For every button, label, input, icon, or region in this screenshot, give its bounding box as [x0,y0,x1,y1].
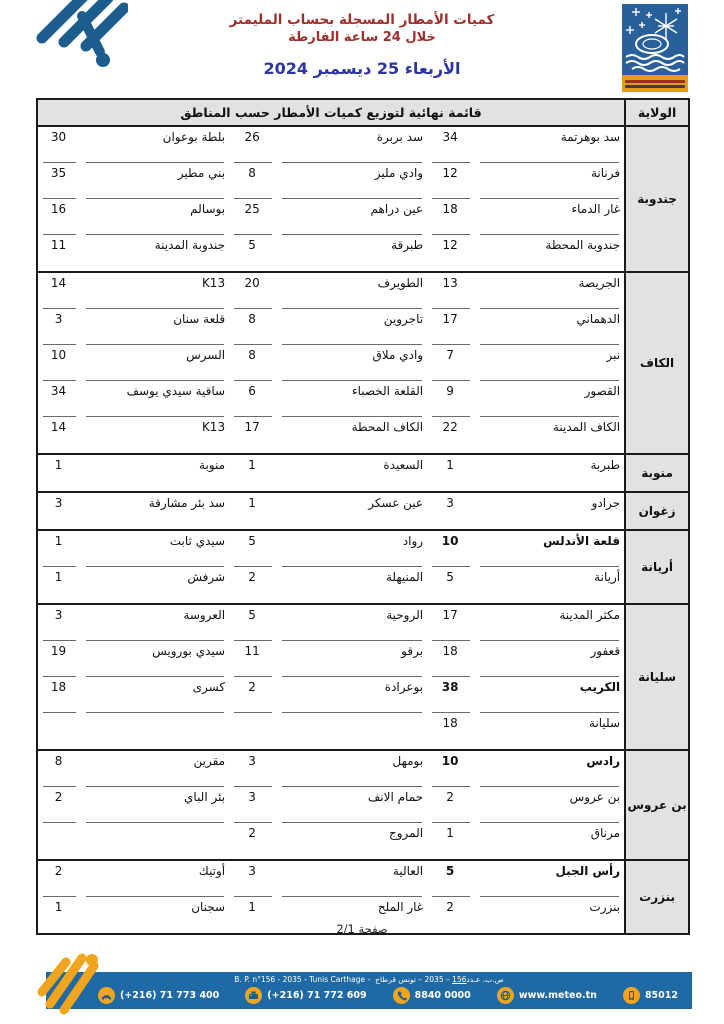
rain-value-cell: 18 [427,641,475,677]
table-row [37,567,689,604]
rain-value-cell: 1 [37,454,81,492]
table-row [37,417,689,454]
rain-value-cell: 1 [427,823,475,860]
rain-value-cell: 2 [427,787,475,823]
contact-label: 8840 0000 [414,990,471,1001]
rain-value-cell: 2 [37,787,81,823]
table-row [37,604,689,641]
station-name-cell: سيدي ثابت [81,530,229,567]
table-header-row [37,99,689,126]
table-row [37,126,689,163]
rain-value-cell: 6 [229,381,277,417]
rain-value-cell: 2 [427,897,475,934]
wilaya-cell: أريانة [625,530,689,604]
station-name-cell: القلعة الخصباء [277,381,427,417]
station-name-cell: العالية [277,860,427,897]
rain-value-cell: 3 [427,492,475,530]
wilaya-cell: منوبة [625,454,689,492]
table-row [37,641,689,677]
station-name-cell: K13 [81,272,229,309]
station-name-cell: نبر [475,345,625,381]
station-name-cell [81,823,229,860]
rain-value-cell: 10 [427,530,475,567]
rain-value-cell: 22 [427,417,475,454]
table-main-header: قائمة نهائية لتوزيع كميات الأمطار حسب المناطق [37,99,625,126]
table-row [37,163,689,199]
station-name-cell: برقو [277,641,427,677]
rain-value-cell: 30 [50,130,67,144]
station-name-cell: سد بوهرتمة [560,130,621,144]
station-name-cell: كسرى [81,677,229,713]
rain-value-cell: 2 [229,677,277,713]
waves-icon [626,55,684,71]
station-name-cell: بني مطير [81,163,229,199]
rain-value-cell: 3 [37,604,81,641]
rain-value-cell: 19 [37,641,81,677]
rain-value-cell: 10 [37,345,81,381]
rain-value-cell: 1 [229,897,277,934]
station-name-cell: وادي مليز [277,163,427,199]
rain-value-cell: 18 [427,199,475,235]
station-name-cell: بئر الباي [81,787,229,823]
rain-value-cell: 35 [37,163,81,199]
rain-value-cell: 5 [229,235,277,272]
wilaya-cell: بن عروس [625,750,689,860]
station-name-cell: رواد [277,530,427,567]
footer-address-ar: ص.ب. عـدد156 – 2035 – تونس قرطاج [375,975,504,984]
wilaya-cell: بنزرت [625,860,689,934]
table-row [37,381,689,417]
contact-item [245,987,366,1004]
rain-value-cell: 1 [229,492,277,530]
station-name-cell: جندوبة المحطة [475,235,625,272]
rain-value-cell: 3 [229,860,277,897]
rain-value-cell [229,713,277,750]
station-name-cell: سد بربرة [376,130,424,144]
station-name-cell: غار الدماء [475,199,625,235]
station-name-cell: بوسالم [81,199,229,235]
table-row [37,272,689,309]
rain-value-cell: 25 [229,199,277,235]
rain-value-cell: 18 [37,677,81,713]
rain-value-cell: 11 [229,641,277,677]
rain-value-cell: 8 [229,345,277,381]
station-name-cell: الجريصة [475,272,625,309]
footer-contacts [98,987,678,1004]
footer-stripes-logo [32,952,118,1016]
station-name-cell: المروج [277,823,427,860]
report-title-line2: خلال 24 ساعة الفارطة [288,30,436,45]
table-row [37,530,689,567]
contact-label: 85012 [644,990,678,1001]
station-name-cell: مكثر المدينة [475,604,625,641]
report-title-line1: كميات الأمطار المسجلة بحساب المليمتر [229,12,495,28]
station-name-cell: رادس [475,750,625,787]
rain-value-cell: 11 [37,235,81,272]
footer-address-fr: B. P. n°156 - 2035 - Tunis Carthage - [234,975,371,984]
station-name-cell: K13 [81,417,229,454]
station-name-cell: فرنانة [475,163,625,199]
station-name-cell: وادي ملاق [277,345,427,381]
rain-value-cell: 3 [37,309,81,345]
station-name-cell: السرس [81,345,229,381]
rain-value-cell: 8 [229,309,277,345]
web-icon [497,987,514,1004]
inm-emblem-caption [622,75,688,92]
station-name-cell: بنزرت [475,897,625,934]
rain-value-cell: 14 [37,417,81,454]
rain-value-cell: 8 [37,750,81,787]
table-row [37,309,689,345]
cloud-sun-icon [636,35,668,53]
rain-value-cell: 1 [229,454,277,492]
contact-label: www.meteo.tn [518,990,597,1001]
report-title-block [0,12,724,78]
station-name-cell: ساقية سيدي يوسف [81,381,229,417]
station-name-cell: عين عسكر [277,492,427,530]
rain-value-cell: 2 [229,823,277,860]
station-name-cell: الطويرف [277,272,427,309]
station-name-cell [277,713,427,750]
station-name-cell: قعفور [475,641,625,677]
table-row [37,823,689,860]
table-row [37,235,689,272]
station-name-cell: عين دراهم [277,199,427,235]
station-name-cell: منوبة [81,454,229,492]
station-name-cell: الدهماني [475,309,625,345]
station-name-cell: قلعة سنان [81,309,229,345]
rain-value-cell: 12 [427,235,475,272]
rain-value-cell: 26 [244,130,260,144]
wilaya-column-header: الولاية [625,99,689,126]
rain-value-cell [37,823,81,860]
rain-value-cell: 1 [37,897,81,934]
station-name-cell: بومهل [277,750,427,787]
station-name-cell: الكريب [475,677,625,713]
station-name-cell: رأس الجبل [475,860,625,897]
station-name-cell: جرادو [475,492,625,530]
station-name-cell: غار الملح [277,897,427,934]
station-name-cell: العروسة [81,604,229,641]
table-row [37,345,689,381]
station-name-cell: تاجروين [277,309,427,345]
rain-value-cell: 2 [229,567,277,604]
wilaya-cell: الكاف [625,272,689,454]
contact-item [497,987,597,1004]
table-row [37,750,689,787]
station-name-cell: قلعة الأندلس [475,530,625,567]
rain-value-cell: 17 [427,604,475,641]
station-name-cell: شرفش [81,567,229,604]
station-name-cell: طبرقة [277,235,427,272]
rain-value-cell: 7 [427,345,475,381]
table-row [37,677,689,713]
rain-value-cell: 5 [229,604,277,641]
station-name-cell: جندوبة المدينة [81,235,229,272]
rain-value-cell: 9 [427,381,475,417]
station-name-cell: مرناق [475,823,625,860]
rain-value-cell: 1 [37,567,81,604]
footer-address [46,975,692,984]
rain-value-cell: 18 [427,713,475,750]
sms-icon [623,987,640,1004]
table-row [37,492,689,530]
station-name-cell: سيدي بورويس [81,641,229,677]
contact-label: (+216) 71 773 400 [120,990,220,1001]
report-date: الأربعاء 25 ديسمبر 2024 [263,59,461,78]
rain-value-cell: 3 [37,492,81,530]
page-number-label: صفحة 2/1 [336,922,388,936]
station-name-cell: مقرين [81,750,229,787]
station-name-cell: بوعرادة [277,677,427,713]
inm-emblem-sky [622,4,688,92]
table-row [37,713,689,750]
station-name-cell: طبربة [475,454,625,492]
wilaya-cell: سليانة [625,604,689,750]
rain-value-cell: 17 [427,309,475,345]
station-name-cell: السعيدة [277,454,427,492]
rain-value-cell: 34 [37,381,81,417]
station-name-cell: القصور [475,381,625,417]
station-name-cell: أوتيك [81,860,229,897]
rain-value-cell: 1 [427,454,475,492]
station-name-cell [81,713,229,750]
rain-value-cell: 16 [37,199,81,235]
wilaya-cell: زغوان [625,492,689,530]
inm-emblem [622,4,688,92]
rain-value-cell: 3 [229,750,277,787]
station-name-cell: سجنان [81,897,229,934]
rain-value-cell: 17 [229,417,277,454]
rain-value-cell: 8 [229,163,277,199]
contact-item [623,987,678,1004]
station-name-cell: حمام الانف [277,787,427,823]
table-row [37,454,689,492]
fax-icon [245,987,262,1004]
contact-label: (+216) 71 772 609 [267,990,367,1001]
rain-value-cell: 5 [427,567,475,604]
call-icon [393,987,410,1004]
rain-value-cell: 12 [427,163,475,199]
contact-item [393,987,471,1004]
rain-value-cell: 10 [427,750,475,787]
table-row [37,860,689,897]
rain-value-cell: 14 [37,272,81,309]
station-name-cell: بن عروس [475,787,625,823]
footer-bar [46,972,692,1009]
station-name-cell: أريانة [475,567,625,604]
rainfall-table [36,98,690,935]
rain-value-cell: 13 [427,272,475,309]
station-name-cell: الروحية [277,604,427,641]
rain-value-cell: 34 [442,130,458,144]
table-row [37,199,689,235]
rain-value-cell: 3 [229,787,277,823]
rain-value-cell: 5 [229,530,277,567]
rain-value-cell: 38 [427,677,475,713]
rain-value-cell: 20 [229,272,277,309]
station-name-cell: الكاف المدينة [475,417,625,454]
rain-value-cell: 1 [37,530,81,567]
rain-value-cell [37,713,81,750]
rain-value-cell: 2 [37,860,81,897]
station-name-cell: الكاف المحطة [277,417,427,454]
station-name-cell: سليانة [475,713,625,750]
station-name-cell: المنيهلة [277,567,427,604]
wilaya-cell: جندوبة [625,126,689,272]
table-row [37,787,689,823]
station-name-cell: سد بئر مشارقة [81,492,229,530]
station-name-cell: بلطة بوعوان [162,130,226,144]
rain-value-cell: 5 [427,860,475,897]
